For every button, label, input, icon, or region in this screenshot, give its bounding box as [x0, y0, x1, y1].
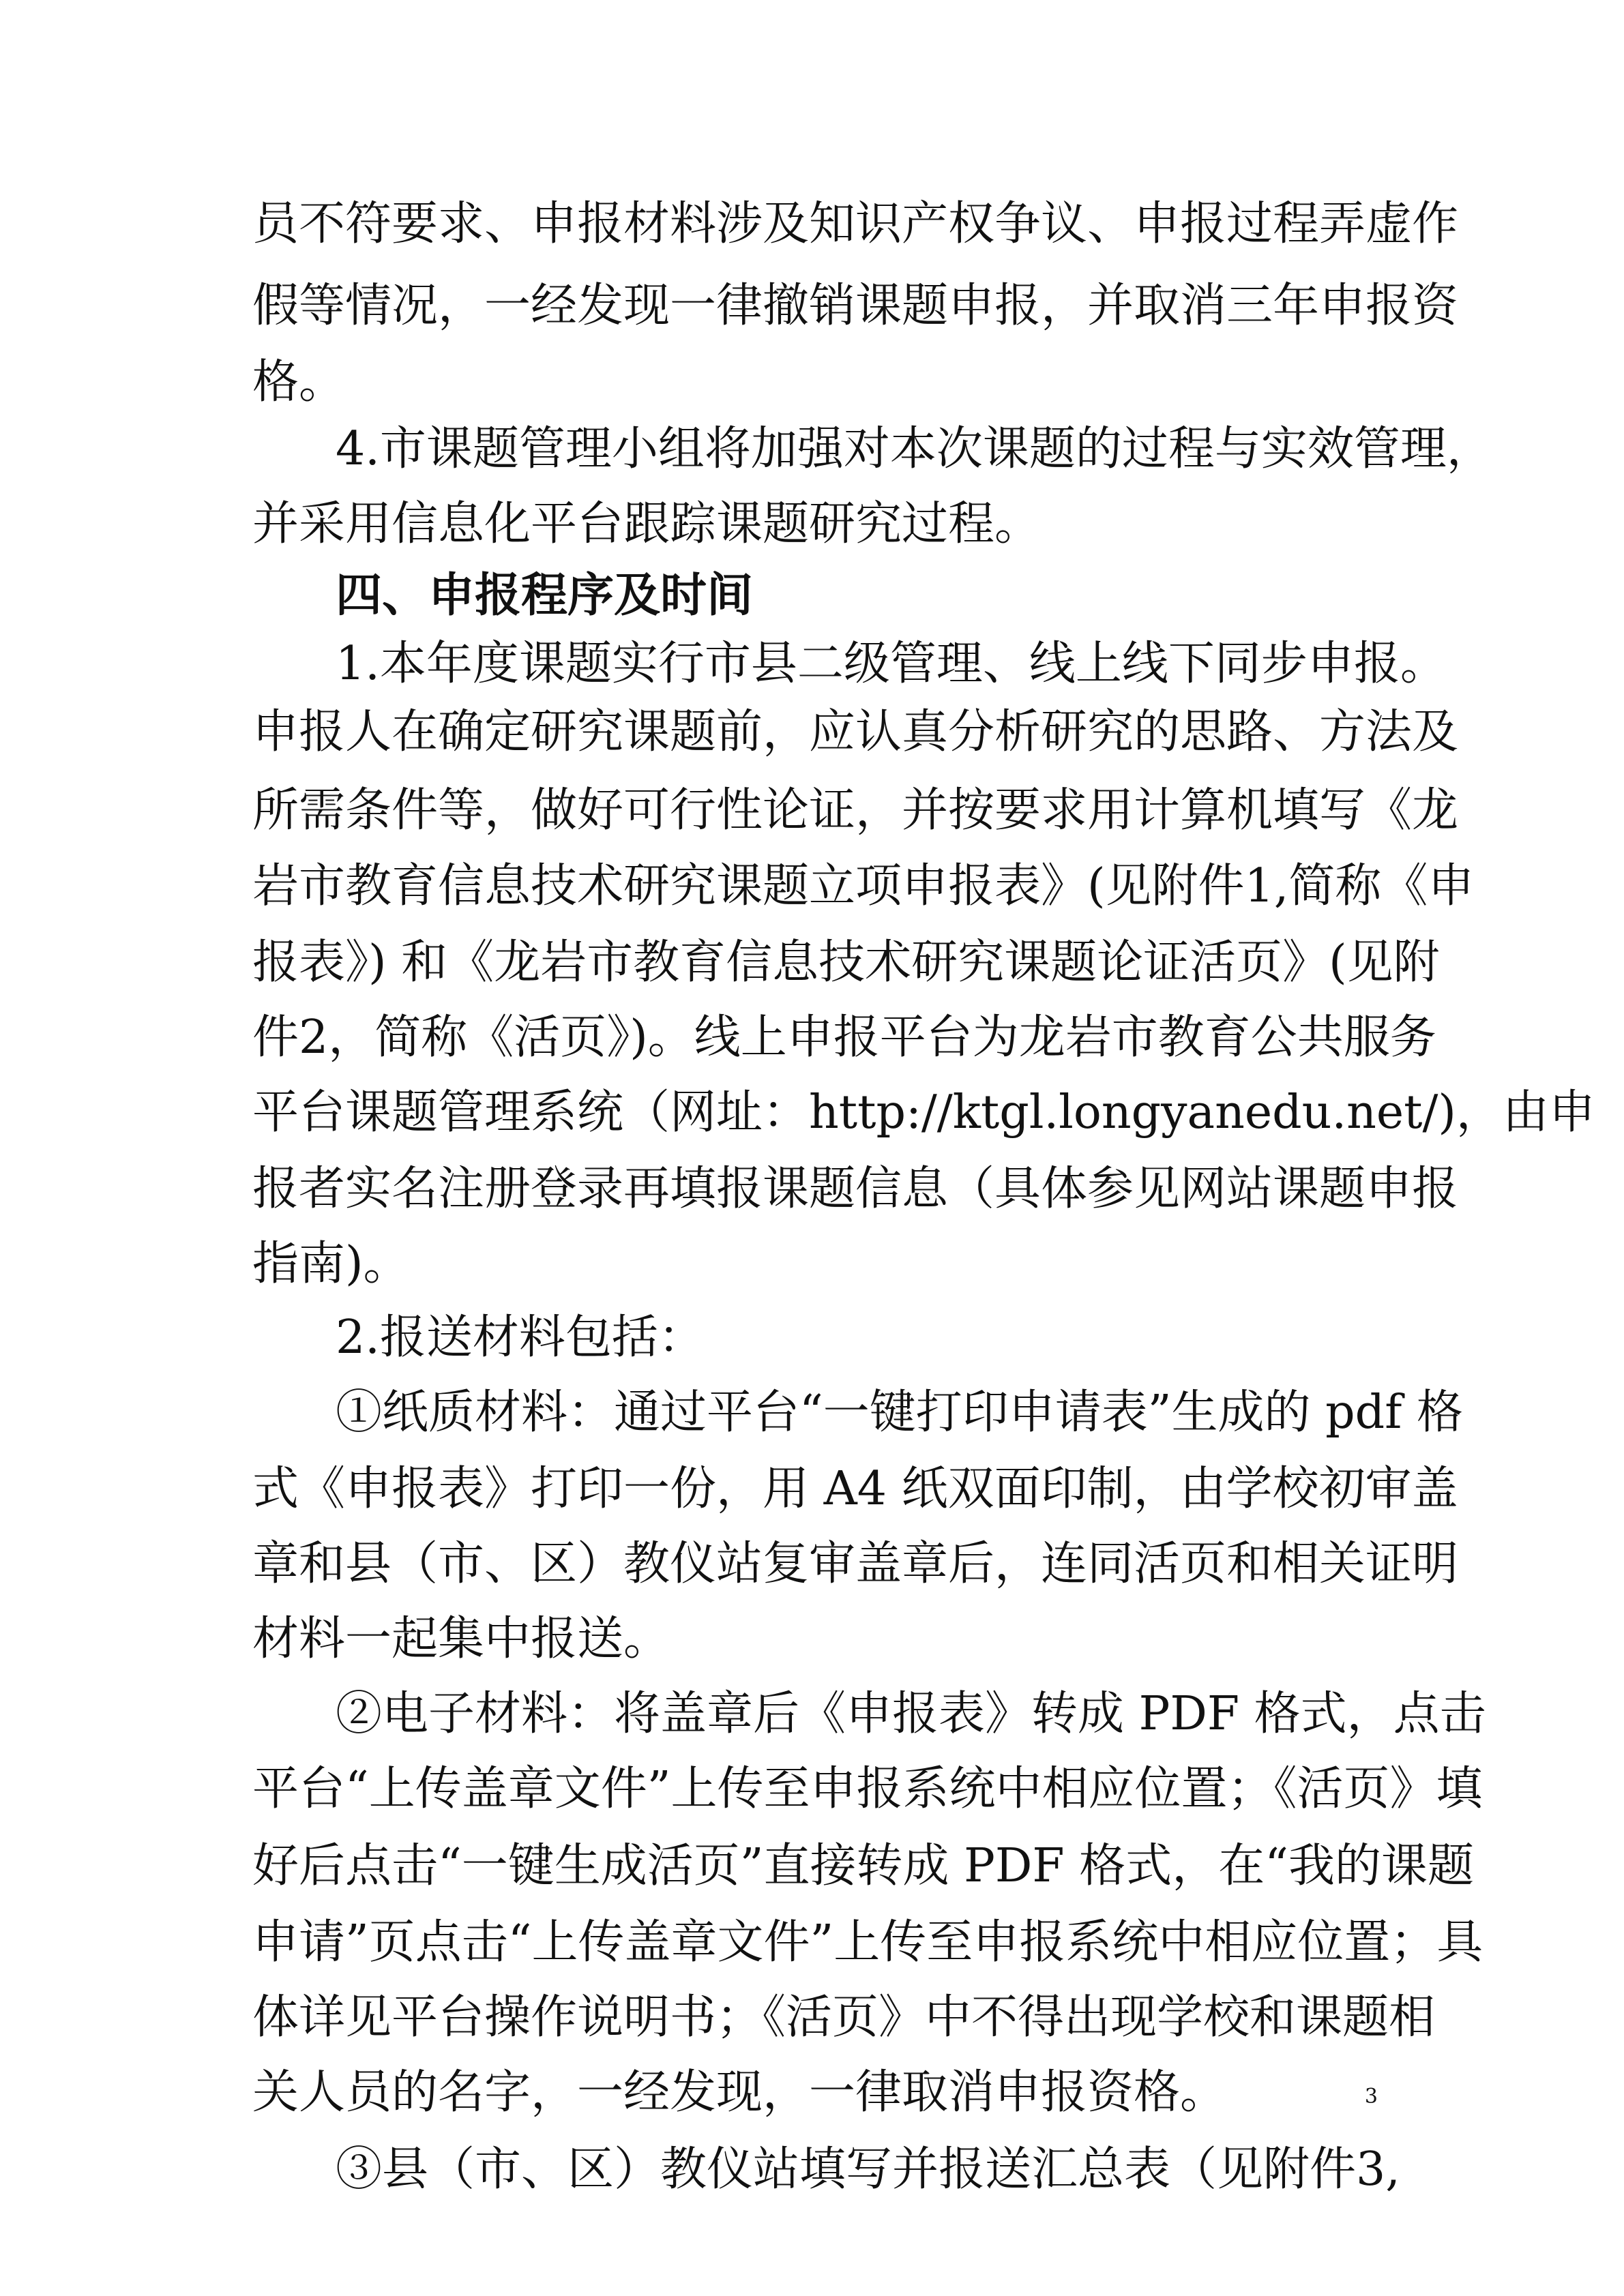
text-line: 并采用信息化平台跟踪课题研究过程。 — [252, 497, 1042, 551]
text-line: 1.本年度课题实行市县二级管理、线上线下同步申报。 — [336, 637, 1447, 691]
text-line: 体详见平台操作说明书；《活页》中不得出现学校和课题相 — [252, 1991, 1436, 2044]
text-line: 2.报送材料包括： — [336, 1311, 705, 1365]
text-line: 关人员的名字，一经发现，一律取消申报资格。 — [252, 2066, 1227, 2119]
text-line: 报者实名注册登录再填报课题信息（具体参见网站课题申报 — [252, 1162, 1459, 1216]
text-line: 员不符要求、申报材料涉及知识产权争议、申报过程弄虚作 — [252, 197, 1459, 251]
text-line: 申报人在确定研究课题前，应认真分析研究的思路、方法及 — [252, 705, 1459, 759]
text-line: 所需条件等，做好可行性论证，并按要求用计算机填写《龙 — [252, 784, 1459, 837]
text-line: 岩市教育信息技术研究课题立项申报表》(见附件1,简称《申 — [252, 859, 1475, 913]
section-heading: 四、申报程序及时间 — [336, 569, 754, 623]
text-line: 材料一起集中报送。 — [252, 1612, 670, 1666]
text-line: 平台“上传盖章文件”上传至申报系统中相应位置；《活页》填 — [252, 1762, 1483, 1816]
text-line: 平台课题管理系统（网址：http://ktgl.longyanedu.net/)，由申 — [252, 1086, 1595, 1139]
text-line: 章和县（市、区）教仪站复审盖章后，连同活页和相关证明 — [252, 1537, 1459, 1591]
text-line: 报表》) 和《龙岩市教育信息技术研究课题论证活页》(见附 — [252, 936, 1440, 989]
text-line: 申请”页点击“上传盖章文件”上传至申报系统中相应位置；具 — [252, 1915, 1483, 1969]
page-number: 3 — [1364, 2085, 1378, 2108]
text-line: ③县（市、区）教仪站填写并报送汇总表（见附件3, — [336, 2143, 1400, 2196]
text-line: ②电子材料：将盖章后《申报表》转成 PDF 格式，点击 — [336, 1687, 1486, 1741]
text-line: 格。 — [252, 355, 346, 409]
text-line: 4.市课题管理小组将加强对本次课题的过程与实效管理， — [336, 422, 1493, 476]
text-line: ①纸质材料：通过平台“一键打印申请表”生成的 pdf 格 — [336, 1386, 1463, 1440]
text-line: 假等情况，一经发现一律撤销课题申报，并取消三年申报资 — [252, 279, 1459, 333]
text-line: 式《申报表》打印一份，用 A4 纸双面印制，由学校初审盖 — [252, 1462, 1458, 1516]
text-line: 指南)。 — [252, 1237, 410, 1291]
text-line: 好后点击“一键生成活页”直接转成 PDF 格式，在“我的课题 — [252, 1839, 1474, 1893]
text-line: 件2，简称《活页》)。线上申报平台为龙岩市教育公共服务 — [252, 1011, 1436, 1064]
